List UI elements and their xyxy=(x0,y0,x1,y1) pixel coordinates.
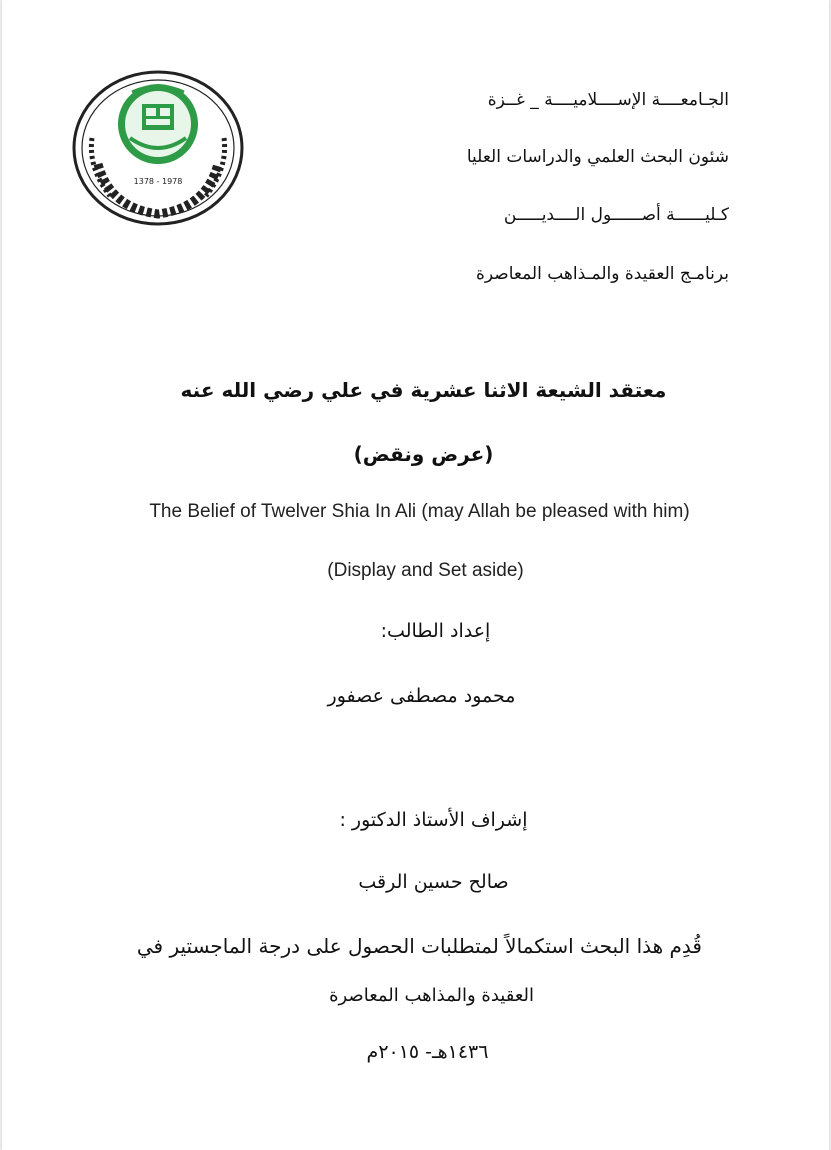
thesis-subtitle-english: (Display and Set aside) xyxy=(327,560,524,581)
student-label: إعداد الطالب: xyxy=(380,620,491,642)
program-name: برنامـج العقيدة والمـذاهب المعاصرة xyxy=(475,264,729,284)
university-name: الجـامعــــة الإســــلاميــــة _ غــزة xyxy=(487,90,729,110)
thesis-title-english: The Belief of Twelver Shia In Ali (may Allah be pleased with him) xyxy=(149,501,690,522)
thesis-cover-page xyxy=(2,0,829,1150)
research-affairs: شئون البحث العلمي والدراسات العليا xyxy=(466,147,729,167)
supervisor-name: صالح حسين الرقب xyxy=(358,871,509,893)
supervisor-label: إشراف الأستاذ الدكتور : xyxy=(339,809,528,831)
svg-text:1378 - 1978: 1378 - 1978 xyxy=(133,177,183,186)
thesis-subtitle-arabic: (عرض ونقض) xyxy=(353,442,494,466)
submission-date: ١٤٣٦هـ- ٢٠١٥م xyxy=(366,1041,489,1063)
faculty-name: كـليــــــة أصــــــول الــــديـــــن xyxy=(503,205,729,225)
student-name: محمود مصطفى عصفور xyxy=(327,685,516,707)
thesis-title-arabic: معتقد الشيعة الاثنا عشرية في علي رضي الله عنه xyxy=(180,378,667,402)
submission-field: العقيدة والمذاهب المعاصرة xyxy=(329,985,534,1006)
university-logo-icon xyxy=(70,68,246,228)
submission-statement: قُدِم هذا البحث استكمالاً لمتطلبات الحصول على درجة الماجستير في xyxy=(136,934,702,958)
